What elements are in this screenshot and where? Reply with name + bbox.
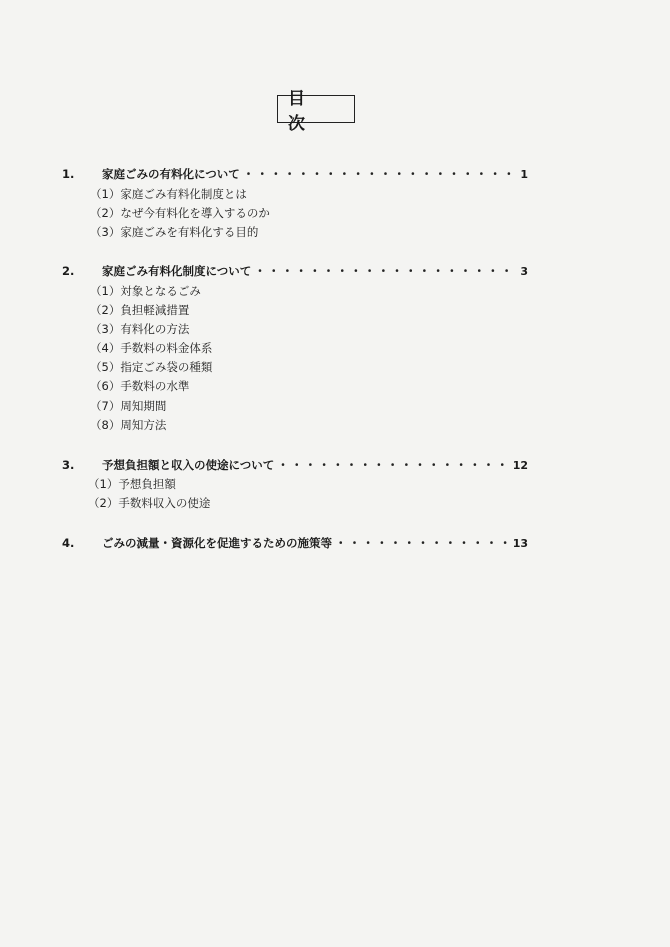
dot-leader (335, 535, 510, 551)
toc-item[interactable]: （1）家庭ごみ有料化制度とは (90, 187, 247, 201)
toc-item[interactable]: （1）対象となるごみ (90, 284, 201, 298)
toc-item[interactable]: （4）手数料の料金体系 (90, 341, 213, 355)
dot-leader (243, 166, 518, 182)
section-title: 予想負担額と収入の使途について (102, 458, 275, 472)
toc-item[interactable]: （3）有料化の方法 (90, 322, 190, 336)
section-page-number: 13 (512, 537, 528, 550)
section-title: 家庭ごみの有料化について (102, 167, 240, 181)
section-page-number: 3 (520, 265, 528, 278)
section-title: ごみの減量・資源化を促進するための施策等 (102, 536, 332, 550)
toc-item[interactable]: （7）周知期間 (90, 399, 167, 413)
toc-item[interactable]: （2）なぜ今有料化を導入するのか (90, 206, 270, 220)
section-page-number: 1 (520, 168, 528, 181)
toc-item[interactable]: （3）家庭ごみを有料化する目的 (90, 225, 259, 239)
toc-item[interactable]: （1）予想負担額 (88, 477, 176, 491)
section-page-number: 12 (512, 459, 528, 472)
toc-section-4[interactable] (62, 535, 528, 553)
dot-leader (254, 263, 517, 279)
page-title: 目 次 (277, 95, 355, 123)
toc-item[interactable]: （5）指定ごみ袋の種類 (90, 360, 213, 374)
toc-section-1[interactable] (62, 166, 528, 184)
dot-leader (277, 457, 509, 473)
section-number: 4. (62, 536, 75, 550)
toc-item[interactable]: （2）手数料収入の使途 (88, 496, 211, 510)
toc-section-3[interactable] (62, 457, 528, 475)
section-number: 1. (62, 167, 75, 181)
toc-item[interactable]: （8）周知方法 (90, 418, 167, 432)
section-number: 2. (62, 264, 75, 278)
toc-item[interactable]: （2）負担軽減措置 (90, 303, 190, 317)
toc-section-2[interactable] (62, 263, 528, 281)
toc-item[interactable]: （6）手数料の水準 (90, 379, 190, 393)
section-title: 家庭ごみ有料化制度について (102, 264, 252, 278)
section-number: 3. (62, 458, 75, 472)
